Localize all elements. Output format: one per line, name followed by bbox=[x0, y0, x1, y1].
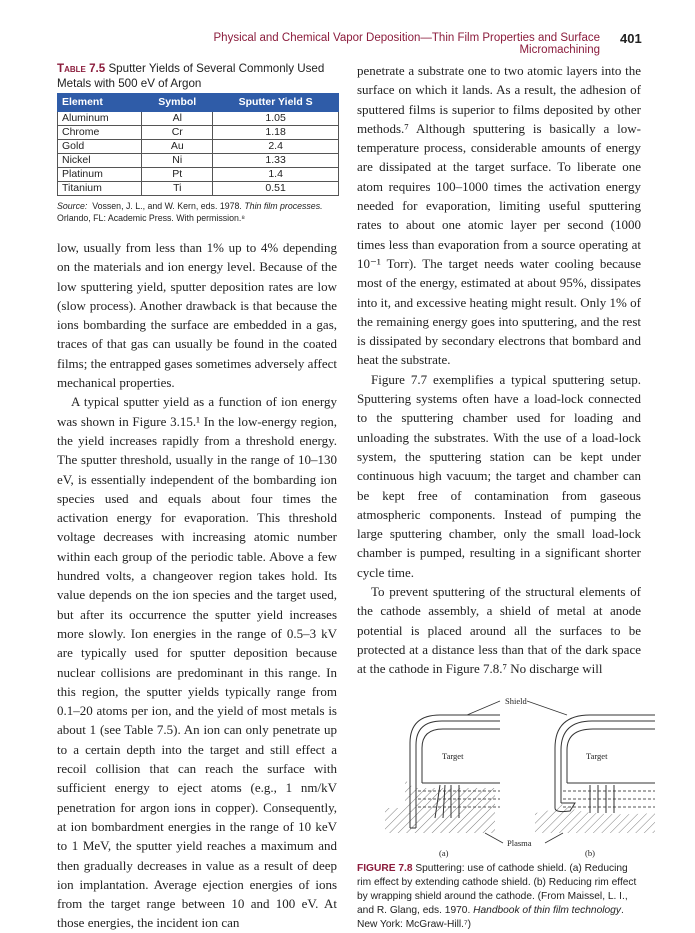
table-cell: Aluminum bbox=[58, 112, 142, 126]
table-cell: Platinum bbox=[58, 168, 142, 182]
table-row bbox=[58, 182, 339, 196]
table-cell: Chrome bbox=[58, 126, 142, 140]
label-target-b: Target bbox=[586, 750, 608, 761]
table-cell: 1.33 bbox=[213, 154, 339, 168]
label-target-a: Target bbox=[442, 750, 464, 761]
figure-caption: FIGURE 7.8 Sputtering: use of cathode shield. (a) Reducing rim effect by extending cathode shield. (b) Reducing rim effect by wrapping shield around the cathode. (From Maissel, L. I., and R. Glang, eds. 1970. Handbook of thin film technology. New York: McGraw-Hill.⁷) bbox=[357, 862, 637, 930]
table-cell: 2.4 bbox=[213, 140, 339, 154]
running-head: Physical and Chemical Vapor Deposition—Thin Film Properties and Surface Micromachining bbox=[213, 32, 600, 56]
table-cell: Gold bbox=[58, 140, 142, 154]
column-header: Symbol bbox=[142, 94, 213, 112]
figure-label: FIGURE 7.8 bbox=[357, 862, 413, 874]
column-header: Sputter Yield S bbox=[213, 94, 339, 112]
table-cell: Al bbox=[142, 112, 213, 126]
paragraph: To prevent sputtering of the structural elements of the cathode assembly, a shield of metal at anode potential is placed around all the surfaces to be protected at a distance less than that of the dark space at the cathode in Figure 7.8.⁷ No discharge will bbox=[357, 584, 641, 677]
table-cell: 1.05 bbox=[213, 112, 339, 126]
table-cell: Ni bbox=[142, 154, 213, 168]
table-cell: Nickel bbox=[58, 154, 142, 168]
paragraph: A typical sputter yield as a function of ion energy was shown in Figure 3.15.¹ In the low-energy region, the yield increases rapidly from a threshold energy. The sputter threshold, usually in the range of 10–130 eV, is essentially independent of the bombarding ion species used and equals about four times the activation energy for evaporation. This threshold voltage decreases with increasing atomic number within each group of the periodic table. Above a few hundred volts, a changeover region takes hold. Its value depends on the ion species and the target used, but after its occurrence the sputter yield increases more slowly. Ion energies in the range of 0.5–3 kV are typically used for sputter deposition because nuclear collisions are predominant in this range. In this region, the sputter yields typically range from 0.1–20 atoms per ion, and the yield of most metals is about 1 (see Table 7.5). An ion can only penetrate up to a certain depth into the target and still effect a recoil collision that can reach the surface with sufficient energy to eject atoms (e.g., 1 nm/kV penetration for argon ions in copper). Consequently, at ion bombardment energies in the range of 10 keV to 1 MeV, the sputter yield reaches a maximum and then gradually decreases in value as a result of deep ion implantation. Average ejection energies of ions from the target range between 10 and 100 eV. At those energies, the incident ion can bbox=[57, 394, 337, 931]
table-caption bbox=[57, 61, 337, 91]
table-source: Source: Vossen, J. L., and W. Kern, eds. 1978. Thin film processes. Orlando, FL: Academic Press. With permission.⁸ bbox=[57, 201, 323, 223]
paragraph: low, usually from less than 1% up to 4% depending on the materials and ion energy level. Because of the low sputtering yield, sputter deposition rates are low (slow process). Another drawback is that because the ions bombarding the surface are embedded in a gas, traces of that gas can usually be found in the coated films; the entrapped gases sometimes adversely affect mechanical properties. bbox=[57, 240, 337, 391]
page-number: 401 bbox=[620, 31, 642, 46]
diagram-b bbox=[535, 715, 655, 833]
table-row bbox=[58, 140, 339, 154]
paragraph: penetrate a substrate one to two atomic layers into the surface on which it lands. As a result, the adhesion of sputtered films is superior to films deposited by other methods.⁷ Although sputtering is basically a low-temperature process, considerable amounts of energy are dissipated at the target surface. To liberate one atom requires 100–1000 times the activation energy needed for evaporation, limiting useful sputtering rates to about one atomic layer per second (1000 times less than evaporation from a source operating at 10⁻¹ Torr). The target needs water cooling because most of the energy, estimated at about 95%, dissipates into it, and excessive heating might result. Only 1% of the remaining energy goes into sputtering, and the rest is dissipated by secondary electrons that bombard and heat the substrate. bbox=[357, 63, 641, 368]
column-header: Element bbox=[58, 94, 142, 112]
table-cell: Pt bbox=[142, 168, 213, 182]
sputter-yield-table bbox=[57, 93, 339, 196]
table-cell: 1.4 bbox=[213, 168, 339, 182]
label-b: (b) bbox=[585, 847, 595, 858]
table-cell: Ti bbox=[142, 182, 213, 196]
table-cell: Au bbox=[142, 140, 213, 154]
right-column bbox=[357, 61, 641, 932]
table-row bbox=[58, 126, 339, 140]
table-row bbox=[58, 112, 339, 126]
table-cell: Cr bbox=[142, 126, 213, 140]
table-row bbox=[58, 154, 339, 168]
table-label: Table 7.5 bbox=[57, 62, 106, 75]
table-cell: 1.18 bbox=[213, 126, 339, 140]
table-title: Sputter Yields of Several Commonly Used Metals with 500 eV of Argon bbox=[57, 62, 325, 90]
label-plasma: Plasma bbox=[507, 837, 532, 848]
paragraph: Figure 7.7 exemplifies a typical sputtering setup. Sputtering systems often have a load-lock connected to the sputtering chamber used for loading and unloading the substrates. With the use of a load-lock system, the sputtering station can be kept under continuous high vacuum; the target and chamber can be kept free of contamination from gaseous atmospheric components. Instead of pumping the large sputtering chamber, only the small load-lock chamber is pumped, resulting in a significant shorter cycle time. bbox=[357, 371, 641, 580]
cathode-shield-diagram bbox=[385, 693, 655, 858]
table-row bbox=[58, 168, 339, 182]
figure-7-8 bbox=[385, 693, 655, 858]
table-cell: 0.51 bbox=[213, 182, 339, 196]
label-shield: Shield bbox=[505, 695, 527, 706]
table-cell: Titanium bbox=[58, 182, 142, 196]
diagram-a bbox=[385, 715, 500, 833]
left-column bbox=[57, 61, 337, 933]
label-a: (a) bbox=[439, 847, 449, 858]
